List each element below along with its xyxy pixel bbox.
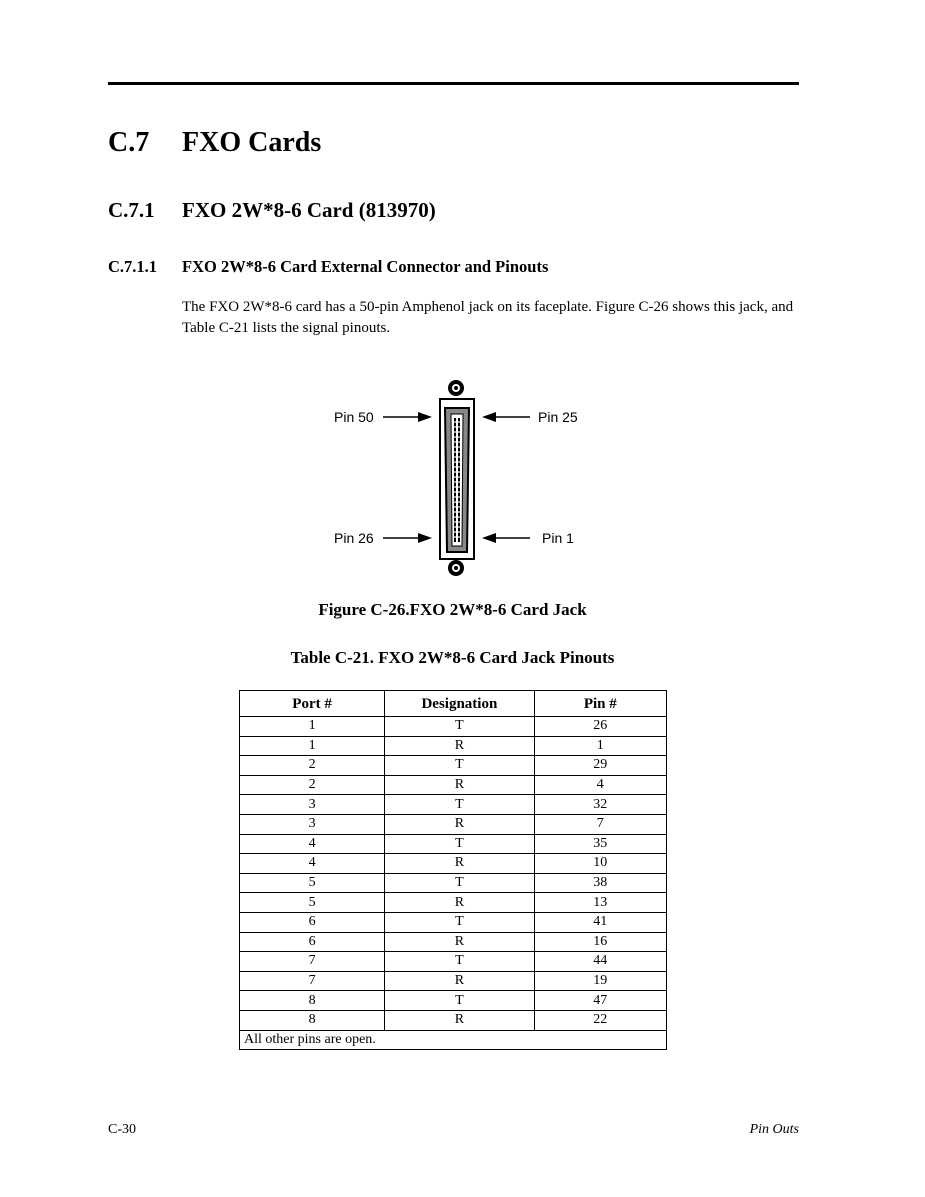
cell-pin: 19 — [534, 971, 666, 991]
cell-port: 6 — [240, 912, 385, 932]
table-row — [240, 991, 667, 1011]
cell-port: 8 — [240, 1010, 385, 1030]
bottom-screw-icon — [448, 560, 464, 576]
cell-designation: R — [385, 932, 534, 952]
cell-pin: 38 — [534, 873, 666, 893]
table-row — [240, 971, 667, 991]
table-row — [240, 952, 667, 972]
label-pin-25: Pin 25 — [538, 409, 578, 425]
table-header-row — [240, 691, 667, 717]
cell-designation: R — [385, 971, 534, 991]
top-screw-icon — [448, 380, 464, 396]
table-row — [240, 834, 667, 854]
table-footnote: All other pins are open. — [240, 1030, 667, 1050]
cell-pin: 41 — [534, 912, 666, 932]
table-row — [240, 717, 667, 737]
table-body — [240, 717, 667, 1031]
cell-port: 1 — [240, 717, 385, 737]
subsection-heading — [108, 198, 436, 223]
cell-designation: T — [385, 991, 534, 1011]
figure-caption: Figure C-26.FXO 2W*8-6 Card Jack — [318, 600, 587, 619]
cell-designation: T — [385, 795, 534, 815]
cell-designation: R — [385, 1010, 534, 1030]
section-number: C.7 — [108, 127, 150, 158]
table-row — [240, 854, 667, 874]
cell-designation: T — [385, 912, 534, 932]
table-row — [240, 932, 667, 952]
cell-pin: 35 — [534, 834, 666, 854]
table-row — [240, 1010, 667, 1030]
cell-designation: T — [385, 834, 534, 854]
cell-port: 8 — [240, 991, 385, 1011]
connector-figure — [320, 372, 610, 582]
cell-designation: T — [385, 873, 534, 893]
cell-designation: R — [385, 736, 534, 756]
cell-pin: 32 — [534, 795, 666, 815]
pinout-table — [239, 690, 667, 1050]
cell-designation: R — [385, 893, 534, 913]
cell-pin: 26 — [534, 717, 666, 737]
subsubsection-title: FXO 2W*8-6 Card External Connector and Pinouts — [182, 257, 549, 276]
cell-pin: 16 — [534, 932, 666, 952]
header-port: Port # — [240, 691, 385, 717]
cell-port: 5 — [240, 893, 385, 913]
table-footnote-row — [240, 1030, 667, 1050]
cell-port: 2 — [240, 756, 385, 776]
cell-port: 6 — [240, 932, 385, 952]
subsubsection-heading — [108, 257, 548, 277]
table-row — [240, 893, 667, 913]
cell-port: 7 — [240, 971, 385, 991]
cell-designation: R — [385, 854, 534, 874]
label-pin-50: Pin 50 — [334, 409, 374, 425]
cell-designation: T — [385, 756, 534, 776]
cell-designation: R — [385, 775, 534, 795]
arrow-pin50-icon — [383, 412, 432, 422]
cell-pin: 44 — [534, 952, 666, 972]
subsection-title: FXO 2W*8-6 Card (813970) — [182, 198, 436, 222]
subsection-number: C.7.1 — [108, 198, 155, 222]
header-rule — [108, 82, 799, 85]
cell-port: 3 — [240, 814, 385, 834]
section-heading — [108, 127, 321, 159]
chapter-title: Pin Outs — [749, 1122, 799, 1137]
subsubsection-number: C.7.1.1 — [108, 257, 158, 276]
table-row — [240, 736, 667, 756]
cell-designation: R — [385, 814, 534, 834]
cell-pin: 29 — [534, 756, 666, 776]
table-row — [240, 873, 667, 893]
page-number: C-30 — [108, 1122, 136, 1137]
cell-port: 5 — [240, 873, 385, 893]
table-row — [240, 814, 667, 834]
cell-designation: T — [385, 717, 534, 737]
table-row — [240, 756, 667, 776]
arrow-pin1-icon — [482, 533, 530, 543]
cell-port: 2 — [240, 775, 385, 795]
cell-pin: 1 — [534, 736, 666, 756]
cell-port: 1 — [240, 736, 385, 756]
cell-port: 7 — [240, 952, 385, 972]
table-row — [240, 775, 667, 795]
arrow-pin26-icon — [383, 533, 432, 543]
connector-socket — [451, 414, 463, 546]
label-pin-1: Pin 1 — [542, 530, 574, 546]
cell-pin: 10 — [534, 854, 666, 874]
cell-port: 4 — [240, 834, 385, 854]
cell-pin: 47 — [534, 991, 666, 1011]
section-title: FXO Cards — [182, 127, 322, 158]
cell-pin: 7 — [534, 814, 666, 834]
header-designation: Designation — [385, 691, 534, 717]
cell-pin: 22 — [534, 1010, 666, 1030]
table-caption: Table C-21. FXO 2W*8-6 Card Jack Pinouts — [290, 648, 615, 667]
arrow-pin25-icon — [482, 412, 530, 422]
label-pin-26: Pin 26 — [334, 530, 374, 546]
cell-port: 3 — [240, 795, 385, 815]
cell-pin: 4 — [534, 775, 666, 795]
header-pin: Pin # — [534, 691, 666, 717]
table-row — [240, 795, 667, 815]
cell-port: 4 — [240, 854, 385, 874]
cell-designation: T — [385, 952, 534, 972]
cell-pin: 13 — [534, 893, 666, 913]
amphenol-jack-diagram — [320, 372, 610, 582]
body-paragraph: The FXO 2W*8-6 card has a 50-pin Amphenol jack on its faceplate. Figure C-26 shows this jack, and Table C-21 lists the signal pinouts. — [182, 299, 794, 336]
table-row — [240, 912, 667, 932]
